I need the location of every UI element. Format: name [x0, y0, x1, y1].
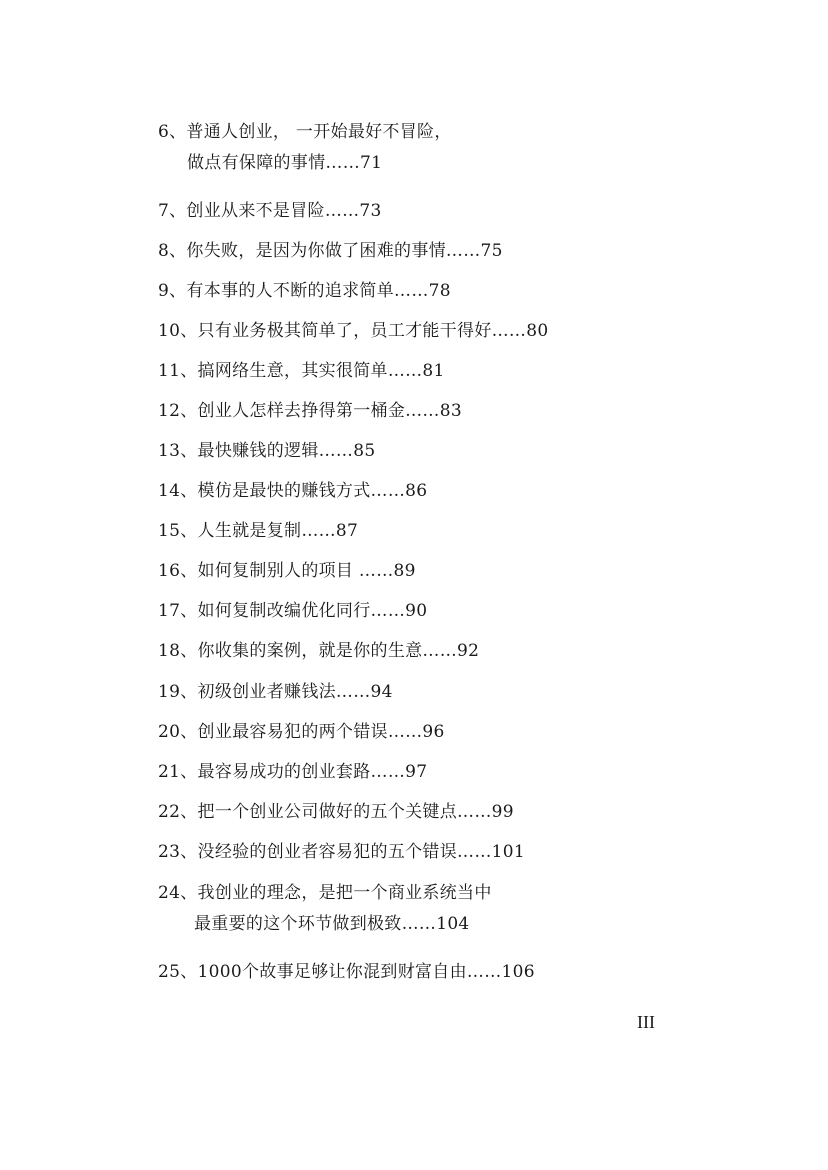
- toc-entry-9: 9、有本事的人不断的追求简单……78: [158, 281, 451, 301]
- toc-entry-8: 8、你失败，是因为你做了困难的事情……75: [158, 241, 503, 261]
- toc-entry-25: 25、1000个故事足够让你混到财富自由……106: [158, 962, 535, 982]
- toc-entry-12: 12、创业人怎样去挣得第一桶金……83: [158, 401, 462, 421]
- toc-entry-13: 13、最快赚钱的逻辑……85: [158, 441, 376, 461]
- toc-entry-7: 7、创业从来不是冒险……73: [158, 201, 382, 221]
- toc-entry-22: 22、把一个创业公司做好的五个关键点……99: [158, 802, 514, 822]
- toc-entry-23: 23、没经验的创业者容易犯的五个错误……101: [158, 842, 525, 862]
- toc-entry-20: 20、创业最容易犯的两个错误……96: [158, 722, 445, 742]
- toc-entry-14: 14、模仿是最快的赚钱方式……86: [158, 481, 428, 501]
- toc-entry-17: 17、如何复制改编优化同行……90: [158, 601, 428, 621]
- toc-entry-15: 15、人生就是复制……87: [158, 521, 359, 541]
- toc-entry-10: 10、只有业务极其简单了，员工才能干得好……80: [158, 321, 549, 341]
- toc-entry-19: 19、初级创业者赚钱法……94: [158, 682, 393, 702]
- toc-entry-24-line-2: 最重要的这个环节做到极致……104: [194, 914, 470, 934]
- toc-entry-21: 21、最容易成功的创业套路……97: [158, 762, 428, 782]
- toc-entry-24-line-1: 24、我创业的理念，是把一个商业系统当中: [158, 883, 492, 903]
- toc-entry-6-line-1: 6、普通人创业， 一开始最好不冒险，: [158, 122, 452, 142]
- toc-entry-6-line-2: 做点有保障的事情……71: [187, 153, 383, 173]
- toc-entry-18: 18、你收集的案例，就是你的生意……92: [158, 641, 480, 661]
- toc-entry-11: 11、搞网络生意，其实很简单……81: [158, 361, 445, 381]
- toc-entry-16: 16、如何复制别人的项目 ……89: [158, 561, 416, 581]
- page-number: III: [637, 1012, 655, 1032]
